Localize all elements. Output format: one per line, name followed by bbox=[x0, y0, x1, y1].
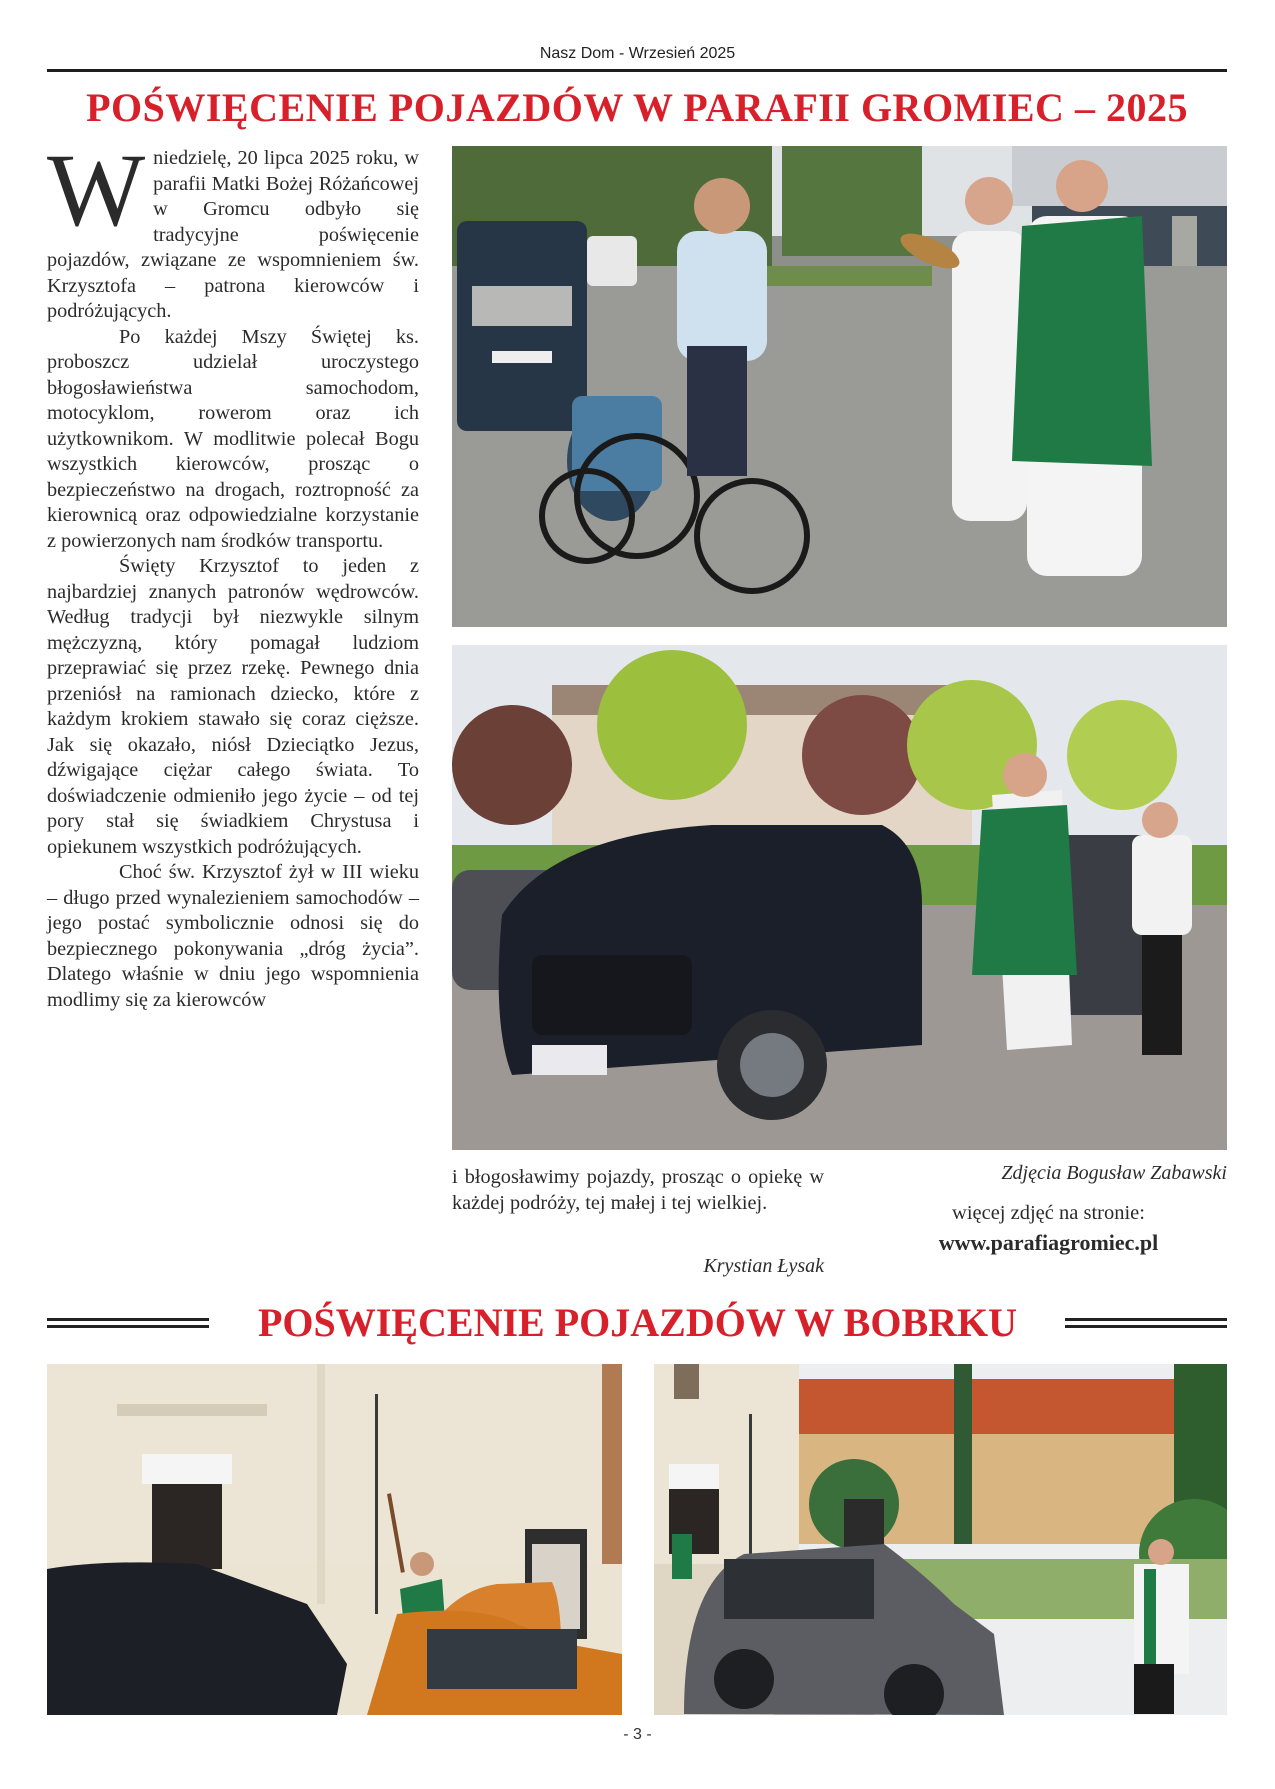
photo-car-blessing bbox=[452, 645, 1227, 1150]
paragraph-1: niedzielę, 20 lipca 2025 roku, w parafii Matki Bożej Różańcowej w Gromcu odbyło się tradycyjne poświęcenie pojazdów, związane ze wspomnieniem św. Krzysztofa – patrona kierowców i podróżujących. bbox=[47, 147, 419, 322]
website-link[interactable]: www.parafiagromiec.pl bbox=[938, 1230, 1159, 1255]
drop-cap: W bbox=[47, 133, 146, 248]
article-body-column bbox=[47, 133, 419, 1013]
header-rule bbox=[47, 69, 1227, 72]
running-head: Nasz Dom - Wrzesień 2025 bbox=[539, 45, 736, 62]
article-title: POŚWIĘCENIE POJAZDÓW W PARAFII GROMIEC – 2025 bbox=[86, 85, 1188, 130]
heading-rule-right bbox=[1065, 1318, 1227, 1328]
photo-cyclist-blessing bbox=[452, 146, 1227, 627]
heading-rule-left bbox=[47, 1318, 209, 1328]
article-author: Krystian Łysak bbox=[703, 1255, 824, 1277]
paragraph-3: Święty Krzysztof to jeden z najbardziej znanych patronów wędrowców. Według tradycji był niezwykle silnym mężczyzną, który pomagał ludziom przeprawiać się przez rzekę. Pewnego dnia przeniósł na ramionach dziecko, które z każdym krokiem stawało się coraz cięższe. Jak się okazało, niósł Dzieciątko Jezus, dźwigające ciężar całego świata. To doświadczenie odmieniło jego życie – od tej pory stał się świadkiem Chrystusa i opiekunem wszystkich podróżujących. bbox=[47, 555, 419, 858]
photo-bobrek-church-left bbox=[47, 1364, 622, 1715]
photo-bobrek-church-right bbox=[654, 1364, 1227, 1715]
article-body-continuation bbox=[452, 1165, 824, 1216]
photo-credit: Zdjęcia Bogusław Zabawski bbox=[1001, 1162, 1227, 1184]
paragraph-2: Po każdej Mszy Świętej ks. proboszcz udzielał uroczystego błogosławieństwa samochodom, motocyklom, rowerom oraz ich użytkownikom. W modlitwie polecał Bogu wszystkich kierowców, prosząc o bezpieczeństwo na drogach, roztropność za kierownicą oraz odpowiedzialne korzystanie z powierzonych nam środków transportu. bbox=[47, 325, 419, 552]
paragraph-4: Choć św. Krzysztof żył w III wieku – długo przed wynalezieniem samochodów – jego postać symbolicznie odnosi się do bezpiecznego pokonywania „dróg życia”. Dlatego właśnie w dniu jego wspomnienia modlimy się za kierowców bbox=[47, 861, 419, 1011]
paragraph-5: i błogosławimy pojazdy, prosząc o opiekę w każdej podróży, tej małej i tej wielkiej. bbox=[452, 1166, 824, 1214]
section-title: POŚWIĘCENIE POJAZDÓW W BOBRKU bbox=[257, 1300, 1018, 1345]
more-photos-label: więcej zdjęć na stronie: bbox=[952, 1202, 1145, 1224]
page-number: - 3 - bbox=[623, 1726, 652, 1743]
